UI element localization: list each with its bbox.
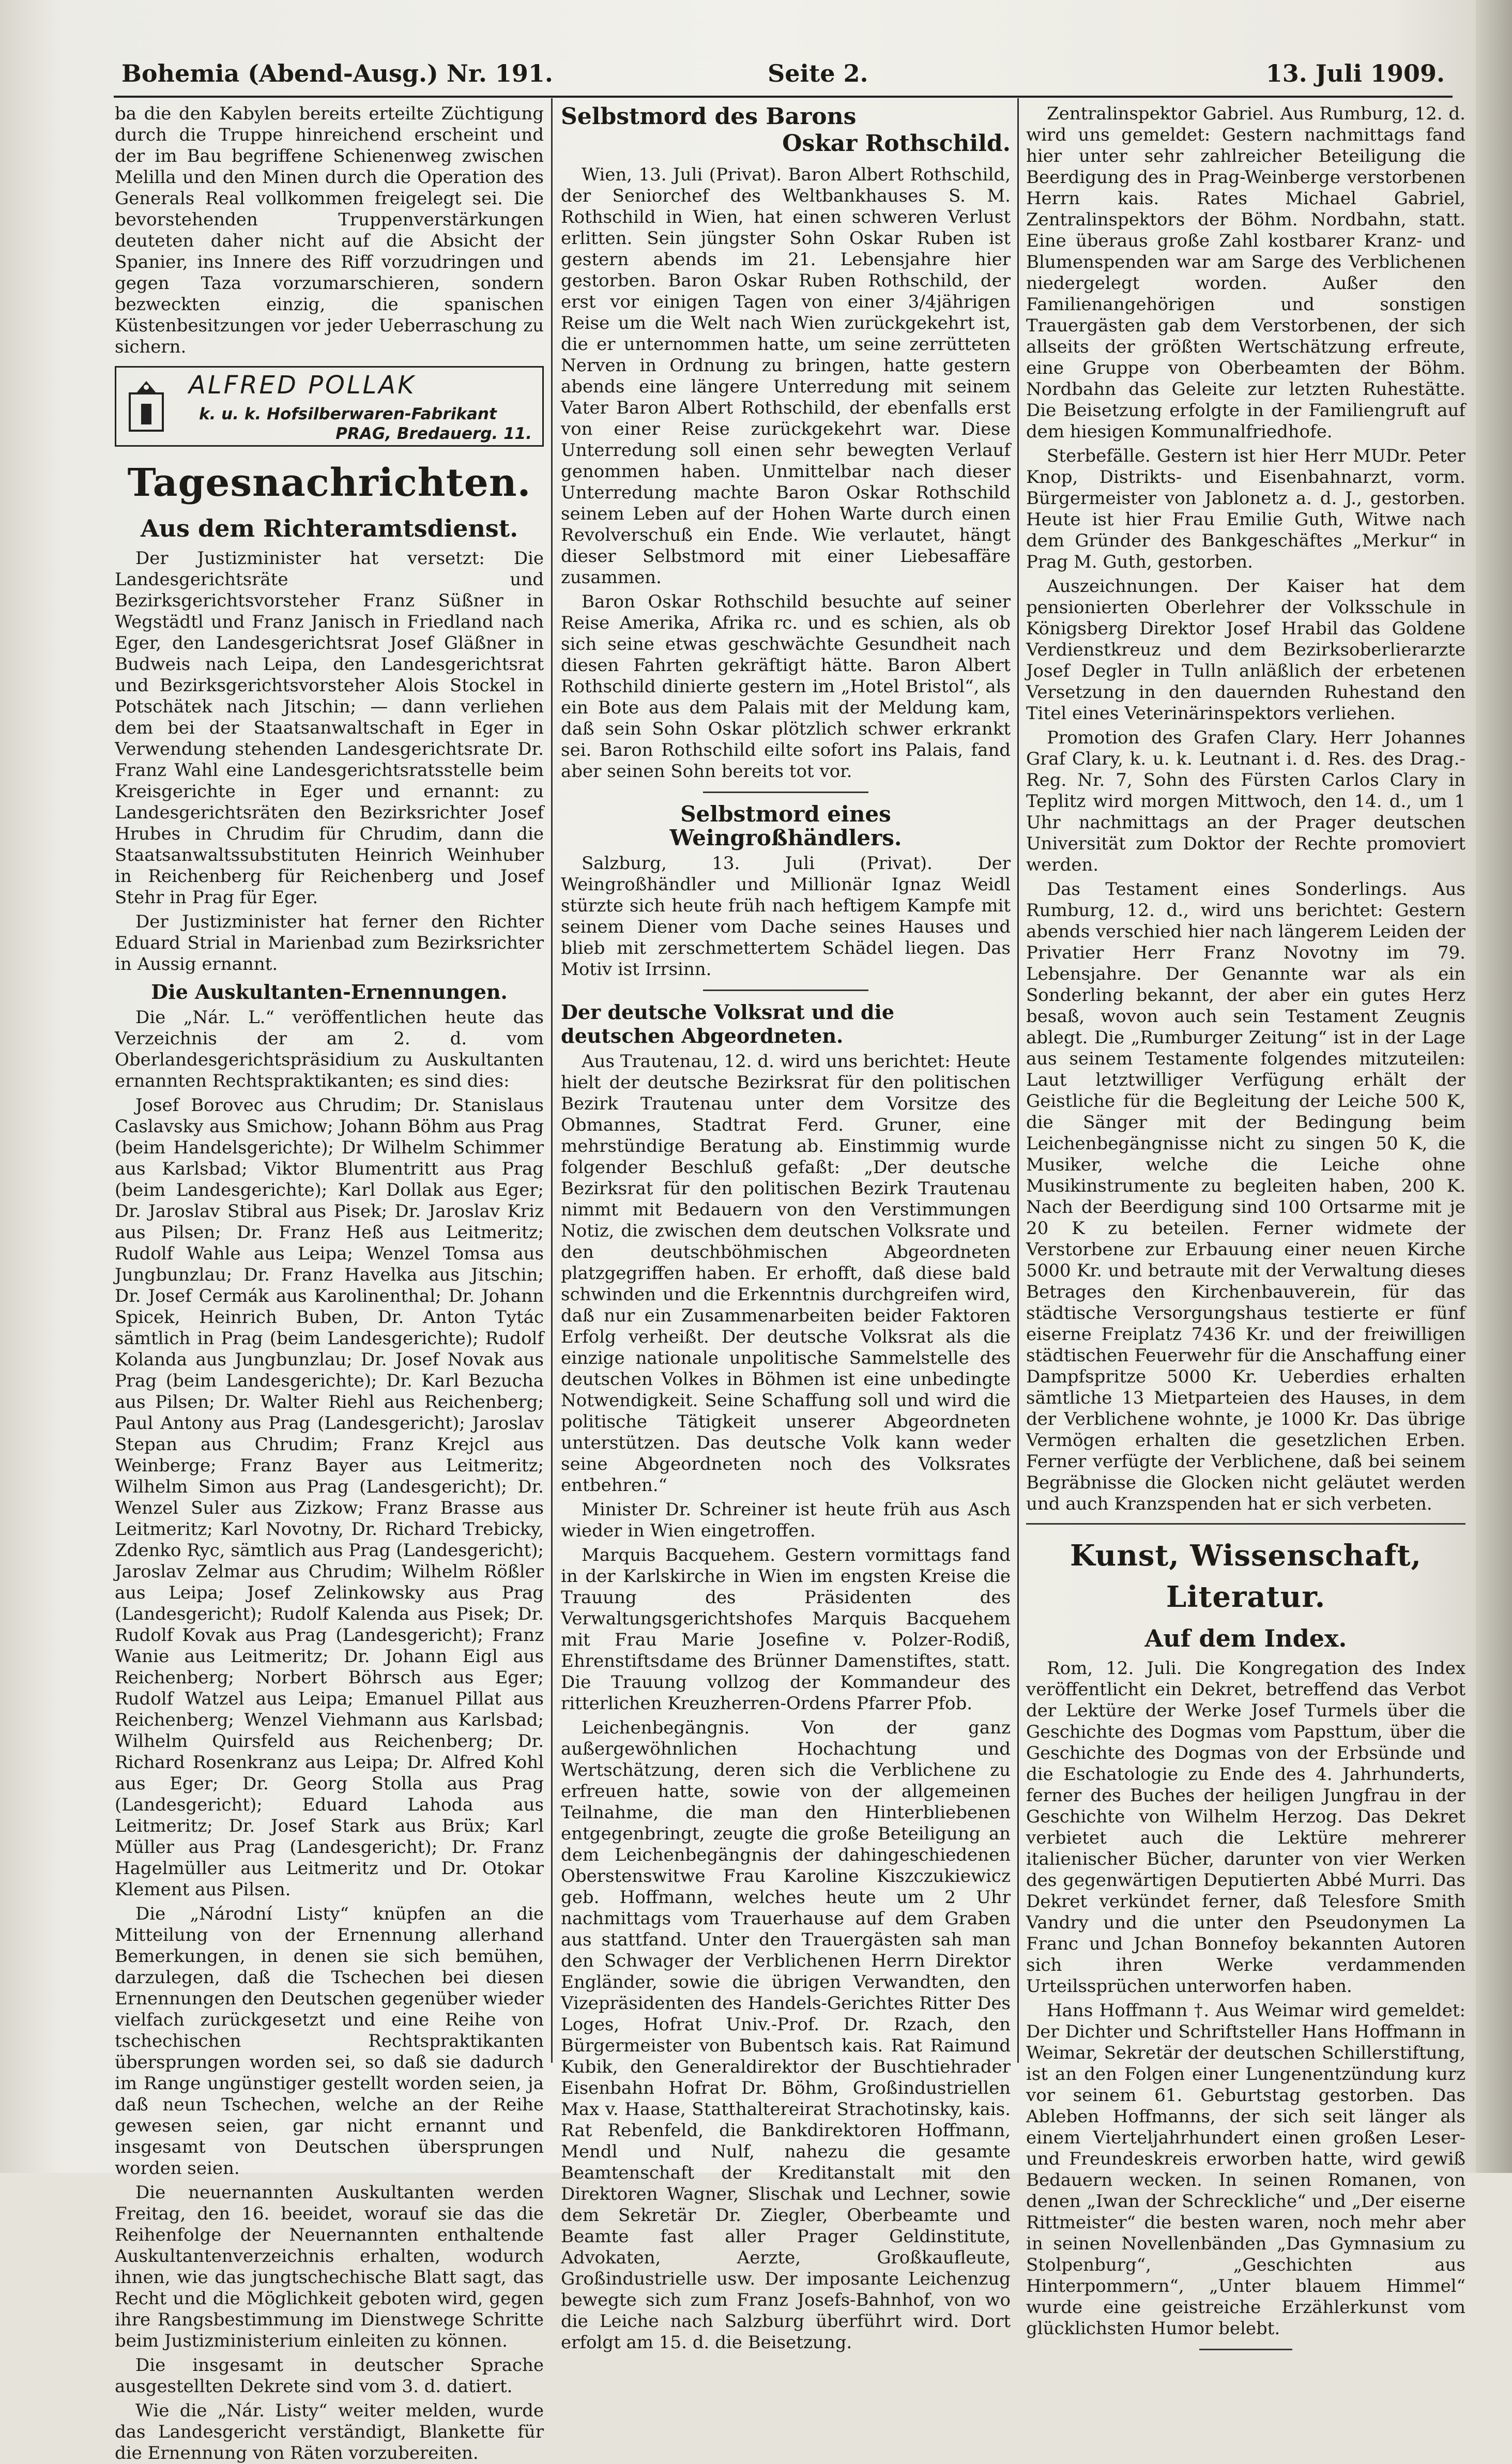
column-rule-1 — [551, 98, 553, 2063]
paragraph: Die „Nár. L.“ veröffentlichen heute das Verzeichnis der am 2. d. vom Oberlandesgerichtspräsidium zu Auskultanten ernannten Rechtspraktikanten; es sind dies: — [115, 1007, 544, 1091]
column-3 — [1026, 103, 1465, 2339]
headline-rothschild-line2: Oskar Rothschild. — [782, 130, 1011, 157]
masthead-issue: Bohemia (Abend-Ausg.) Nr. 191. — [121, 59, 553, 87]
paragraph: Leichenbegängnis. Von der ganz außergewöhnlichen Hochachtung und Wertschätzung, deren sich die Verblichene zu erfreuen hatte, sowie von der allgemeinen Teilnahme, die man den Hinterbliebenen entgegenbringt, zeugte die große Beteiligung an dem Leichenbegängnis der dahingeschiedenen Oberstenswitwe Frau Karoline Kiszczukiewicz geb. Hoffmann, welches heute um 2 Uhr nachmittags vom Trauerhause auf dem Graben aus stattfand. Unter den Trauergästen sah man den Schwager der Verblichenen Herrn Direktor Engländer, sowie die übrigen Verwandten, den Vizepräsidenten des Handels-Gerichtes Ritter Des Loges, Hofrat Univ.-Prof. Dr. Rzach, den Bürgermeister von Bubentsch kais. Rat Raimund Kubik, den Generaldirektor der Buschtiehrader Eisenbahn Hofrat Dr. Böhm, Großindustriellen Max v. Haase, Statthaltereirat Strachotinsky, kais. Rat Rebenfeld, die Bankdirektoren Hoffmann, Mendl und Nulf, nahezu die gesamte Beamtenschaft der Kreditanstalt mit den Direktoren Wagner, Slischak und Lechner, sowie dem Sekretär Dr. Ziegler, Oberbeamte und Beamte fast aller Prager Geldinstitute, Advokaten, Aerzte, Großkaufleute, Großindustrielle usw. Der imposante Leichenzug bewegte sich zum Franz Josefs-Bahnhof, von wo die Leiche nach Salzburg überführt wird. Dort erfolgt am 15. d. die Beisetzung. — [561, 1717, 1011, 2353]
headline-auskultanten: Die Auskultanten-Ernennungen. — [151, 980, 508, 1003]
headline-weingrosshaendler: Selbstmord eines Weingroßhändlers. — [669, 801, 902, 850]
paragraph: Rom, 12. Juli. Die Kongregation des Index veröffentlicht ein Dekret, betreffend das Verbot der Lektüre der Werke Josef Turmels über die Geschichte des Dogmas vom Papsttum, über die Geschichte des Dogmas von der Erbsünde und die Eschatologie zu Ende des 4. Jahrhunderts, ferner des Buches der heiligen Jungfrau in der Geschichte von Wilhelm Herzog. Das Dekret verbietet auch die Lektüre mehrerer italienischer Bücher, darunter von vier Werken des gegenwärtigen Deputierten Abbé Murri. Das Dekret verkündet ferner, daß Telesfore Smith Vandry und die unter den Pseudonymen La Franc und Jchan Bonnefoy bekannten Autoren sich ihren Werke verdammenden Urteilssprüchen unterworfen haben. — [1026, 1658, 1465, 1997]
paragraph: Zentralinspektor Gabriel. Aus Rumburg, 12. d. wird uns gemeldet: Gestern nachmittags fand hier unter sehr zahlreicher Beteiligung die Beerdigung des in Prag-Weinberge verstorbenen Herrn kais. Rates Michael Gabriel, Zentralinspektors der Böhm. Nordbahn, statt. Eine überaus große Zahl kostbarer Kranz- und Blumenspenden war am Sarge des Verblichenen niedergelegt worden. Außer den Familienangehörigen und sonstigen Trauergästen gab dem Verstorbenen, der sich allseits der größten Wertschätzung erfreute, eine Gruppe von Oberbeamten der Böhm. Nordbahn das Geleite zur letzten Ruhestätte. Die Beisetzung erfolgte in der Familiengruft auf dem hiesigen Kommunalfriedhofe. — [1026, 103, 1465, 442]
paragraph: Der Justizminister hat ferner den Richter Eduard Strial in Marienbad zum Bezirksrichter in Aussig ernannt. — [115, 911, 544, 975]
paragraph: Baron Oskar Rothschild besuchte auf seiner Reise Amerika, Afrika rc. und es schien, als ob sich seine etwas geschwächte Gesundheit nach diesen Fahrten gekräftigt hätte. Baron Albert Rothschild dinierte gestern im „Hotel Bristol“, als ein Bote aus dem Palais mit der Meldung kam, daß sein Sohn Oskar plötzlich schwer erkrankt sei. Baron Rothschild eilte sofort ins Palais, fand aber seinen Sohn bereits tot vor. — [561, 591, 1011, 782]
ad-address: PRAG, Bredauerg. 11. — [335, 424, 532, 443]
silverware-logo-icon — [126, 378, 167, 435]
divider — [1026, 1523, 1465, 1525]
paragraph: Der Justizminister hat versetzt: Die Landesgerichtsräte und Bezirksgerichtsvorsteher Franz Süßner in Wegstädtl und Franz Janisch in Friedland nach Eger, den Landesgerichtsrat Josef Gläßner in Budweis nach Leipa, den Landesgerichtsrat und Bezirksgerichtsvorsteher Alois Stockel in Potschätek nach Jitschin; — dann verliehen dem bei der Staatsanwaltschaft in Eger in Verwendung stehenden Landesgerichtsrate Dr. Franz Wahl eine Landesgerichtsratsstelle beim Kreisgerichte in Eger und ernannt: zu Landesgerichtsräten den Bezirksrichter Josef Hrubes in Chrudim für Chrudim, dann die Staatsanwaltssubstituten Heinrich Weinhuber in Reichenberg für Reichenberg und Josef Stehr in Prag für Eger. — [115, 548, 544, 908]
section-title-tagesnachrichten: Tagesnachrichten. — [127, 461, 531, 505]
headline-volksrat: Der deutsche Volksrat und die deutschen Abgeordneten. — [561, 1000, 895, 1047]
headline-index: Auf dem Index. — [1144, 1624, 1347, 1652]
paragraph: Hans Hoffmann †. Aus Weimar wird gemeldet: Der Dichter und Schriftsteller Hans Hoffmann in Weimar, Sekretär der deutschen Schillerstiftung, ist an den Folgen einer Lungenentzündung kurz vor seinem 61. Geburtstag gestorben. Das Ableben Hoffmanns, der sich seit länger als einem Vierteljahrhundert einen großen Leser- und Freundeskreis erworben hatte, wird gewiß Bedauern wecken. In seinen Romanen, von denen „Iwan der Schreckliche“ und „Der eiserne Rittmeister“ die besten waren, noch mehr aber in seinen Novellenbänden „Das Gymnasium zu Stolpenburg“, „Geschichten aus Hinterpommern“, „Unter blauem Himmel“ wurde eine geistreiche Erzählerkunst vom glücklichsten Humor belebt. — [1026, 2000, 1465, 2339]
divider — [703, 990, 868, 991]
paragraph: Promotion des Grafen Clary. Herr Johannes Graf Clary, k. u. k. Leutnant i. d. Res. des Drag.-Reg. Nr. 7, Sohn des Fürsten Carlos Clary in Teplitz wird morgen Mittwoch, den 14. d., um 1 Uhr nachmittags an der Prager deutschen Universität zum Doktor der Rechte promoviert werden. — [1026, 727, 1465, 875]
headline-richteramtsdienst: Aus dem Richteramtsdienst. — [140, 514, 518, 542]
masthead-date: 13. Juli 1909. — [1265, 59, 1445, 87]
paragraph: Wien, 13. Juli (Privat). Baron Albert Rothschild, der Seniorchef des Weltbankhauses S. M. Rothschild in Wien, hat einen schweren Verlust erlitten. Sein jüngster Sohn Oskar Ruben ist gestern abends im 21. Lebensjahre hier gestorben. Baron Oskar Ruben Rothschild, der erst vor einigen Tagen von einer 3/4jährigen Reise um die Welt nach Wien zurückgekehrt ist, die er unternommen hatte, um seine zerrütteten Nerven in Ordnung zu bringen, hatte gestern abends eine längere Unterredung mit seinem Vater Baron Albert Rothschild, der ebenfalls erst von einer Reise zurückgekehrt war. Diese Unterredung soll einen sehr bewegten Verlauf genommen haben. Unmittelbar nach dieser Unterredung machte Baron Oskar Rothschild seinem Leben auf der Hohen Warte durch einen Revolverschuß ein Ende. Wie verlautet, hängt dieser Selbstmord mit einer Liebesaffäre zusammen. — [561, 164, 1011, 588]
paragraph: Aus Trautenau, 12. d. wird uns berichtet: Heute hielt der deutsche Bezirksrat für den politischen Bezirk Trautenau unter dem Vorsitze des Obmannes, Stadtrat Ferd. Gruner, eine mehrstündige Beratung ab. Einstimmig wurde folgender Beschluß gefaßt: „Der deutsche Bezirksrat für den politischen Bezirk Trautenau nimmt mit Bedauern von den Verstimmungen Notiz, die zwischen dem deutschen Volksrate und den deutschböhmischen Abgeordneten platzgegriffen haben. Er erhofft, daß diese bald schwinden und die Erkenntnis durchgreifen wird, daß nur ein Zusammenarbeiten beider Faktoren Erfolg verheißt. Der deutsche Volksrat als die einzige nationale unpolitische Sammelstelle des deutschen Volkes in Böhmen ist eine unbedingte Notwendigkeit. Seine Schaffung soll und wird die politische Tätigkeit unserer Abgeordneten unterstützen. Das deutsche Volk kann weder seine Abgeordneten noch des Volksrates entbehren.“ — [561, 1051, 1011, 1496]
paragraph: Auszeichnungen. Der Kaiser hat dem pensionierten Oberlehrer der Volksschule in Königsberg Direktor Josef Hrabil das Goldene Verdienstkreuz und dem Bezirksoberlierarzte Josef Degler in Tulln anläßlich der erbetenen Versetzung in den dauernden Ruhestand den Titel eines Veterinärinspektors verliehen. — [1026, 576, 1465, 724]
section-title-kunst: Kunst, Wissenschaft, Literatur. — [1070, 1539, 1422, 1614]
paragraph: Die „Národní Listy“ knüpfen an die Mitteilung von der Ernennung allerhand Bemerkungen, in denen sie sich bemühen, darzulegen, daß die Tschechen bei diesen Ernennungen den Deutschen gegenüber wieder vielfach zurückgesetzt und eine Reihe von tschechischen Rechtspraktikanten übersprungen worden sei, so daß sie dadurch im Range ungünstiger gestellt worden seien, ja daß neun Tschechen, welche an der Reihe gewesen seien, gar nicht ernannt und insgesamt von Deutschen übersprungen worden seien. — [115, 1904, 544, 2179]
page-edge-shadow — [1476, 0, 1512, 2173]
column-1 — [115, 103, 544, 2463]
headline-rothschild — [561, 103, 1011, 157]
paragraph: Marquis Bacquehem. Gestern vormittags fand in der Karlskirche in Wien im engsten Kreise die Trauung des Präsidenten des Verwaltungsgerichtshofes Marquis Bacquehem mit Frau Marie Josefine v. Polzer-Rodiß, Ehrenstiftsdame des Brünner Damenstiftes, statt. Die Trauung vollzog der Kommandeur des ritterlichen Kreuzherren-Ordens Pfarrer Pfob. — [561, 1545, 1011, 1714]
paragraph: Salzburg, 13. Juli (Privat). Der Weingroßhändler und Millionär Ignaz Weidl stürzte sich heute früh nach heftigem Kampfe mit seinem Diener vom Dache seines Hauses und blieb mit zerschmettertem Schädel liegen. Das Motiv ist Irrsinn. — [561, 853, 1011, 980]
masthead-page-number: Seite 2. — [768, 59, 868, 87]
paragraph: Minister Dr. Schreiner ist heute früh aus Asch wieder in Wien eingetroffen. — [561, 1499, 1011, 1541]
paragraph: Sterbefälle. Gestern ist hier Herr MUDr. Peter Knop, Distrikts- und Eisenbahnarzt, vorm. Bürgermeister von Jablonetz a. d. J., gestorben. Heute ist hier Frau Emilie Guth, Witwe nach dem Gründer des Bankgeschäftes „Merkur“ in Prag M. Guth, gestorben. — [1026, 446, 1465, 572]
divider — [1199, 2349, 1292, 2350]
column-rule-2 — [1017, 98, 1019, 2063]
masthead-rule — [114, 96, 1453, 98]
divider — [703, 792, 868, 793]
advertisement-pollak — [115, 366, 544, 447]
paragraph: Die neuernannten Auskultanten werden Freitag, den 16. beeidet, worauf sie das die Reihenfolge der Neuernannten enthaltende Auskultantenverzeichnis erhalten, wodurch ihnen, wie das jungtschechische Blatt sagt, das Recht und die Möglichkeit geboten wird, gegen ihre Rangsbestimmung im Dienstwege Schritte beim Justizministerium einleiten zu können. — [115, 2182, 544, 2351]
ad-trade: k. u. k. Hofsilberwaren-Fabrikant — [199, 405, 497, 423]
appointee-list: Josef Borovec aus Chrudim; Dr. Stanislaus Caslavsky aus Smichow; Johann Böhm aus Prag (beim Handelsgerichte); Dr Wilhelm Schimmer aus Karlsbad; Viktor Blumentritt aus Prag (beim Landesgerichte); Karl Dollak aus Eger; Dr. Jaroslav Stibral aus Pisek; Dr. Jaroslav Kriz aus Pilsen; Dr. Franz Heß aus Leitmeritz; Rudolf Wahle aus Leipa; Wenzel Tomsa aus Jungbunzlau; Dr. Franz Havelka aus Jitschin; Dr. Josef Cermák aus Karolinenthal; Dr. Johann Spicek, Heinrich Buben, Dr. Anton Tytác sämtlich in Prag (beim Landesgerichte); Rudolf Kolanda aus Jungbunzlau; Dr. Josef Novak aus Prag (beim Landesgerichte); Dr. Karl Bezucha aus Pilsen; Dr. Walter Riehl aus Reichenberg; Paul Antony aus Prag (Landesgericht); Jaroslav Stepan aus Chrudim; Franz Krejcl aus Weinberge; Franz Bayer aus Leitmeritz; Wilhelm Simon aus Prag (Landesgericht); Dr. Wenzel Suler aus Zizkow; Franz Brasse aus Leitmeritz; Karl Novotny, Dr. Richard Trebicky, Zdenko Ryc, sämtlich aus Prag (Landesgericht); Jaroslav Zelmar aus Chrudim; Wilhelm Rößler aus Leipa; Josef Zelinkowsky aus Prag (Landesgericht); Rudolf Kalenda aus Pisek; Dr. Rudolf Kovak aus Prag (Landesgericht); Franz Wanie aus Leitmeritz; Dr. Johann Eigl aus Reichenberg; Norbert Böhrsch aus Eger; Rudolf Watzel aus Leipa; Emanuel Pillat aus Reichenberg; Wenzel Viehmann aus Karlsbad; Wilhelm Quirsfeld aus Reichenberg; Dr. Richard Rosenkranz aus Leipa; Dr. Alfred Kohl aus Eger; Dr. Georg Stolla aus Prag (Landesgericht); Eduard Lahoda aus Leitmeritz; Dr. Josef Stark aus Brüx; Karl Müller aus Prag (Landesgericht); Dr. Franz Hagelmüller aus Leitmeritz und Dr. Otokar Klement aus Pilsen. — [115, 1095, 544, 1900]
paragraph: Wie die „Nár. Listy“ weiter melden, wurde das Landesgericht verständigt, Blankette für die Ernennung von Räten vorzubereiten. — [115, 2400, 544, 2463]
masthead — [121, 59, 1445, 96]
ad-company-name: ALFRED POLLAK — [189, 371, 416, 400]
paragraph: Die insgesamt in deutscher Sprache ausgestellten Dekrete sind vom 3. d. datiert. — [115, 2355, 544, 2397]
paragraph: Das Testament eines Sonderlings. Aus Rumburg, 12. d., wird uns berichtet: Gestern abends verschied hier nach längerem Leiden der Privatier Herr Franz Novotny im 79. Lebensjahre. Der Genannte war als ein Sonderling bekannt, der aber ein gutes Herz besaß, wovon auch sein Testament Zeugnis ablegt. Die „Rumburger Zeitung“ ist in der Lage aus seinem Testamente folgendes mitzuteilen: Laut letztwilliger Verfügung erhält der Geistliche für die Begleitung der Leiche 500 K, die Sänger mit der Bedingung beim Leichenbegängnisse nicht zu singen 50 K, die Musiker, welche die Leiche ohne Musikinstrumente zu begleiten haben, 200 K. Nach der Beerdigung sind 100 Ortsarme mit je 20 K zu beteilen. Ferner widmete der Verstorbene zur Erbauung einer neuen Kirche 5000 Kr. und betraute mit der Verwaltung dieses Betrages den Kirchenbauverein, für das städtische Versorgungshaus testierte er fünf eiserne Freiplatz 7436 Kr. und der freiwilligen städtischen Feuerwehr für die Anschaffung einer Dampfspritze 5000 Kr. Ueberdies erhalten sämtliche 13 Mietparteien des Hauses, in dem der Verblichene wohnte, je 1000 Kr. Das übrige Vermögen erhalten die gesetzlichen Erben. Ferner verfügte der Verblichene, daß bei seinem Begräbnisse die Glocken nicht geläutet werden und auch Kranzspenden hat er sich verbeten. — [1026, 879, 1465, 1514]
column-2 — [561, 103, 1011, 2353]
article-spain-end: ba die den Kabylen bereits erteilte Züchtigung durch die Truppe hinreichend erscheint und der im Bau begriffene Schienenweg zwischen Melilla und den Minen durch die Operation des Generals Real vollkommen freigelegt sei. Die bevorstehenden Truppenverstärkungen deuteten daher nicht auf die Absicht der Spanier, ins Innere des Riff vorzudringen und gegen Taza vorzumarschieren, sondern bezweckten einzig, die spanischen Küstenbesitzungen vor jeder Ueberraschung zu sichern. — [115, 103, 544, 357]
headline-rothschild-line1: Selbstmord des Barons — [561, 103, 857, 130]
